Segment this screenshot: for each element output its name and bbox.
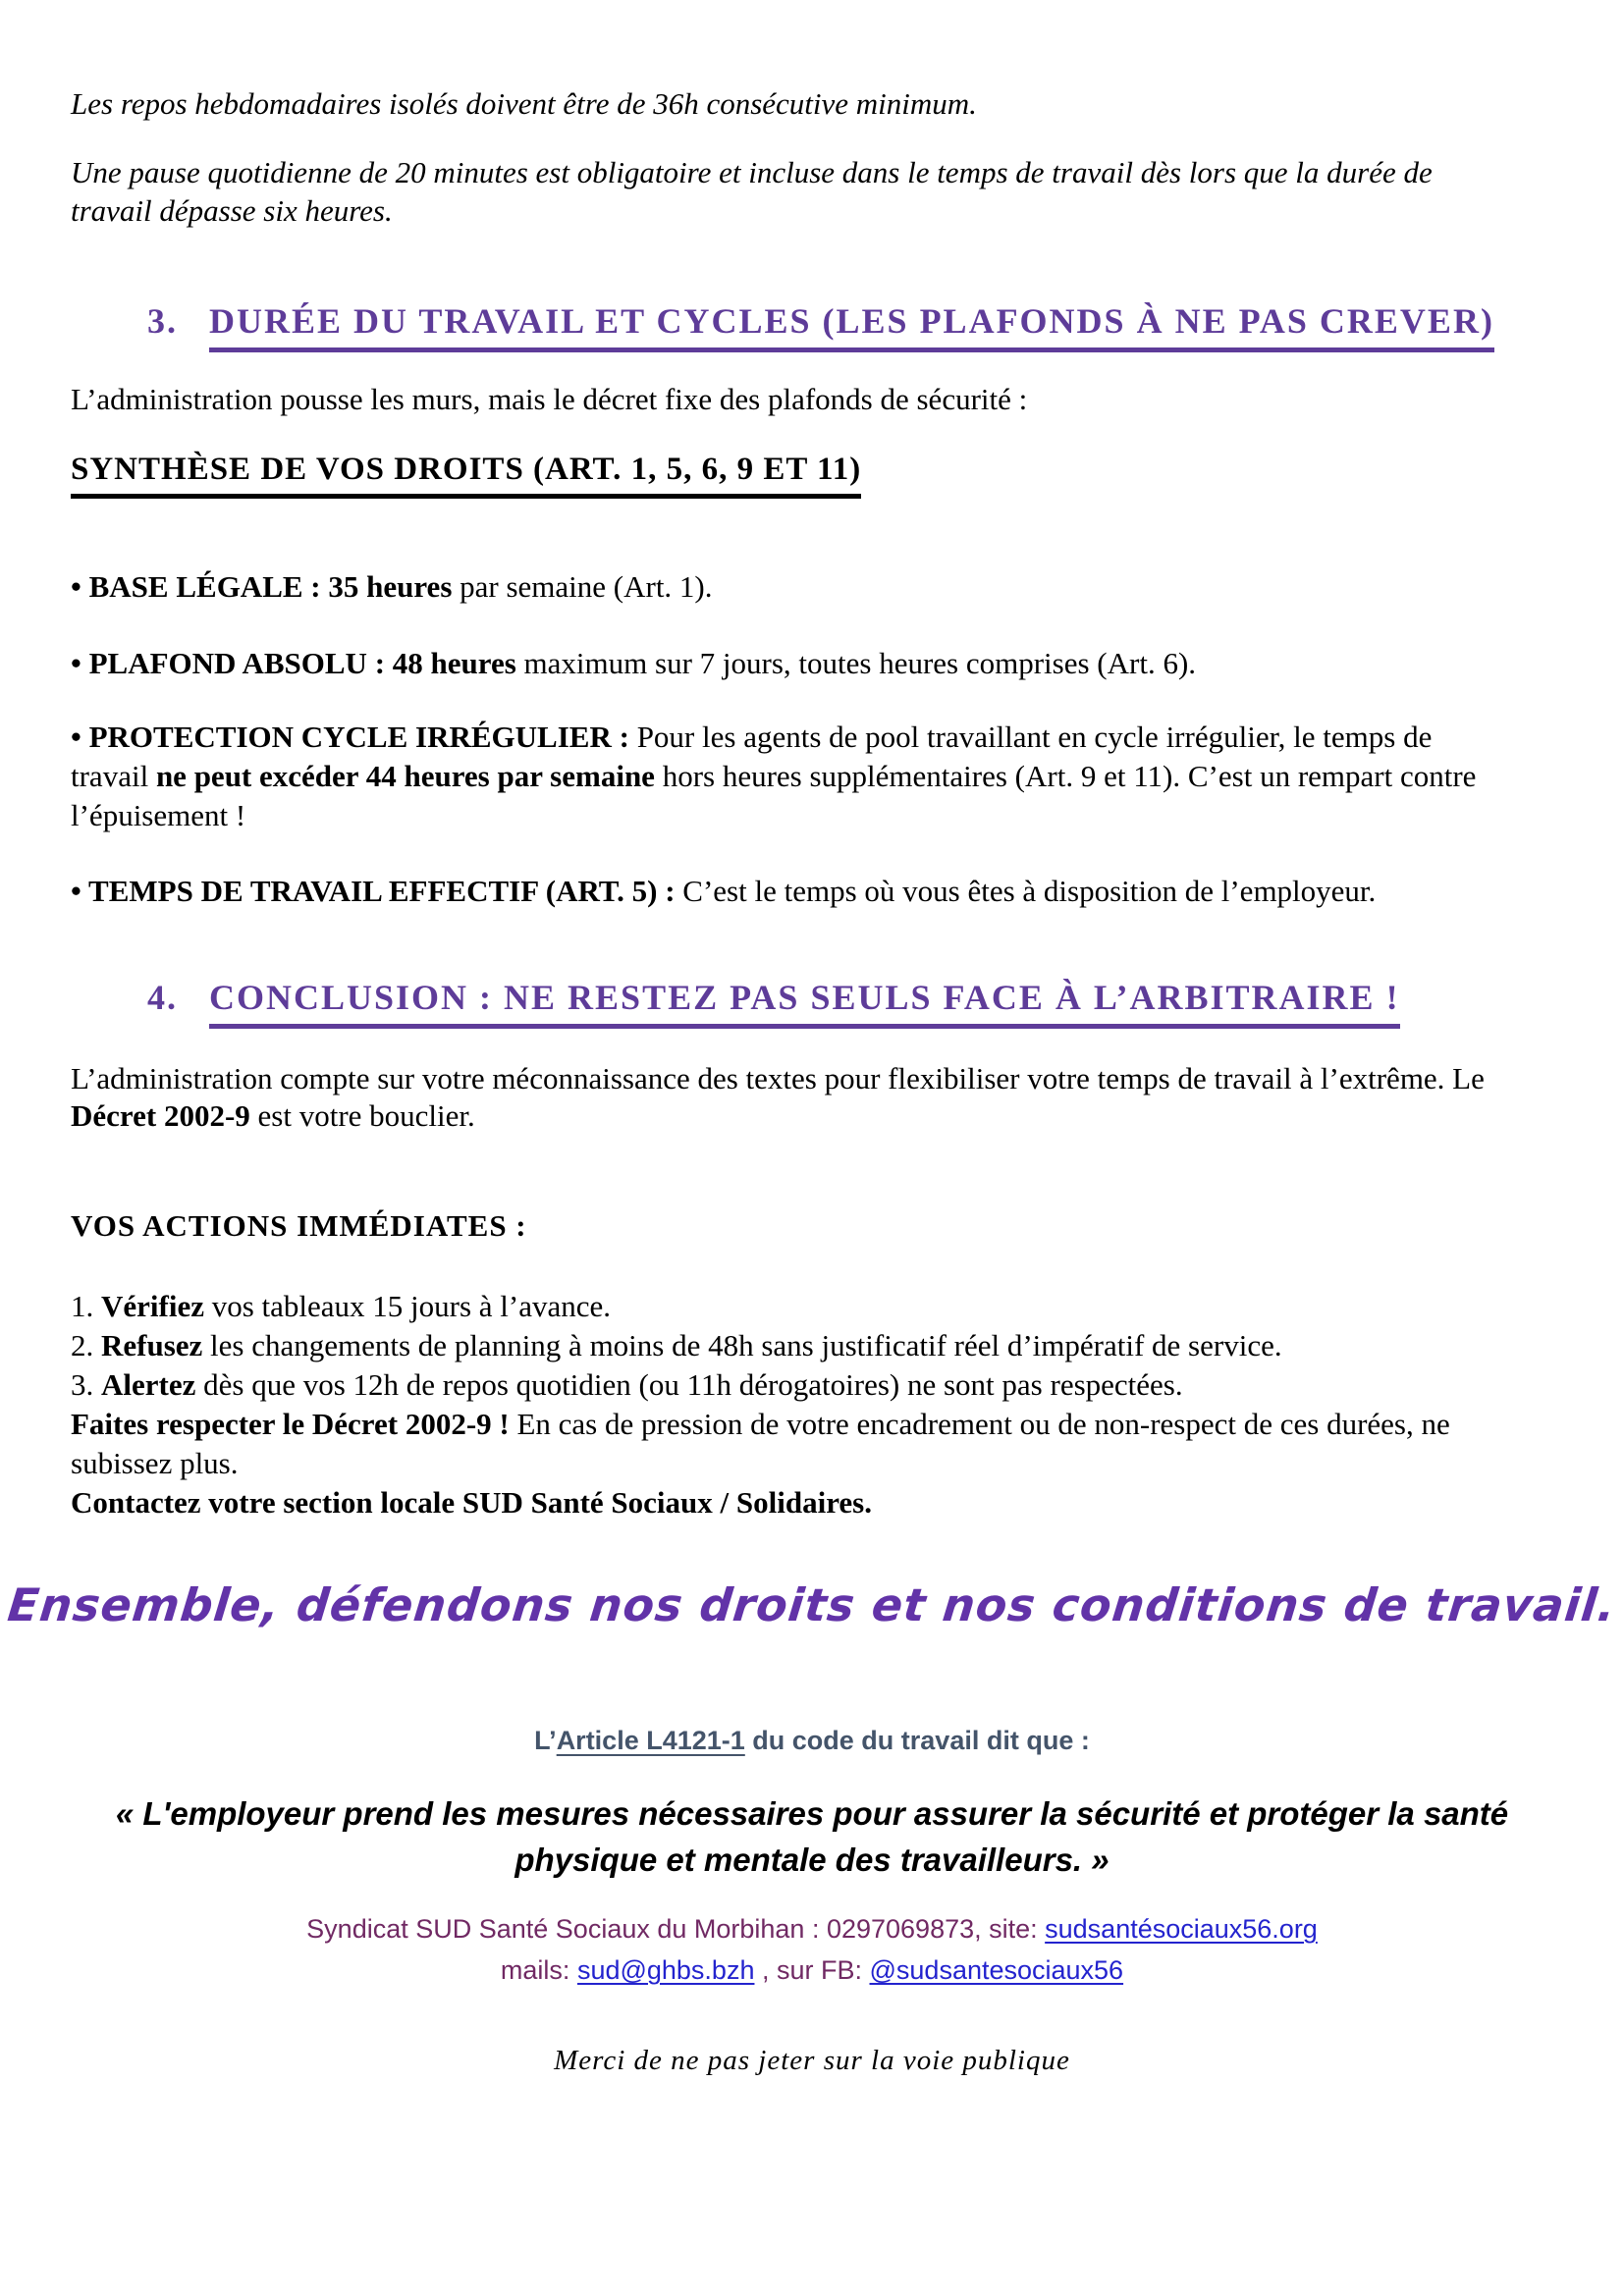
conclusion-text-1: L’administration compte sur votre méconnaissance des textes pour flexibiliser votre temps de travail à l’extrême. Le <box>71 1061 1485 1095</box>
intro-paragraph-2: Une pause quotidienne de 20 minutes est obligatoire et incluse dans le temps de travail dès lors que la durée de travail dépasse six heures. <box>71 155 1433 228</box>
action-bold: Faites respecter le Décret 2002-9 ! <box>71 1407 510 1441</box>
action-prefix: 2. <box>71 1328 101 1362</box>
action-text: les changements de planning à moins de 48h sans justificatif réel d’impératif de service. <box>202 1328 1282 1362</box>
conclusion-bold: Décret 2002-9 <box>71 1098 250 1133</box>
action-text: dès que vos 12h de repos quotidien (ou 11h dérogatoires) ne sont pas respectées. <box>195 1367 1183 1402</box>
footer-text-3: , sur FB: <box>754 1955 870 1985</box>
action-bold: Vérifiez <box>101 1289 204 1323</box>
action-item-4 <box>71 1405 1489 1483</box>
section-4-heading <box>147 977 1400 1018</box>
bullet-text-2: hors heures supplémentaires (Art. 9 et 11). C’est un rempart contre l’épuisement ! <box>71 759 1477 832</box>
actions-list <box>71 1287 1489 1522</box>
section-3-title: DURÉE DU TRAVAIL ET CYCLES (LES PLAFONDS À NE PAS CREVER) <box>209 301 1494 352</box>
action-text: En cas de pression de votre encadrement ou de non-respect de ces durées, ne subissez plus. <box>71 1407 1450 1480</box>
bullet-lead: • PROTECTION CYCLE IRRÉGULIER : <box>71 720 629 754</box>
actions-title: VOS ACTIONS IMMÉDIATES : <box>71 1208 527 1243</box>
article-link[interactable]: Article L4121-1 <box>556 1726 745 1755</box>
footer-mail-link[interactable]: sud@ghbs.bzh <box>576 1955 755 1985</box>
action-item-2 <box>71 1326 1489 1365</box>
action-bold: Alertez <box>101 1367 196 1402</box>
law-quote: « L'employeur prend les mesures nécessaires pour assurer la sécurité et protéger la santé physique et mentale des travailleurs. » <box>115 1795 1509 1878</box>
bullet-protection-cycle <box>71 718 1480 835</box>
footer-line-1 <box>0 1914 1624 1945</box>
conclusion-text-2: est votre bouclier. <box>249 1098 475 1133</box>
bullet-text: par semaine (Art. 1). <box>452 569 713 604</box>
bullet-bold-inline: ne peut excéder 44 heures par semaine <box>155 759 655 793</box>
footer-text-1: Syndicat SUD Santé Sociaux du Morbihan : 0297069873, site: <box>306 1914 1046 1944</box>
bullet-text: C’est le temps où vous êtes à disposition de l’employeur. <box>675 874 1377 908</box>
bullet-text: maximum sur 7 jours, toutes heures comprises (Art. 6). <box>515 646 1197 680</box>
synthese-heading-wrap <box>71 452 861 499</box>
article-rest: du code du travail dit que : <box>744 1726 1090 1755</box>
bullet-temps-effectif <box>71 872 1494 911</box>
action-prefix: 1. <box>71 1289 101 1323</box>
footer-line-2 <box>0 1955 1624 1986</box>
section-3-number: 3. <box>147 301 178 341</box>
section-4-number: 4. <box>147 978 178 1017</box>
action-bold: Contactez votre section locale SUD Santé Sociaux / Solidaires. <box>71 1485 872 1520</box>
footer-text-2: mails: <box>500 1955 577 1985</box>
section-3-intro: L’administration pousse les murs, mais le décret fixe des plafonds de sécurité : <box>71 382 1028 416</box>
section-4-title: CONCLUSION : NE RESTEZ PAS SEULS FACE À L’ARBITRAIRE ! <box>209 978 1400 1029</box>
bullet-lead: • PLAFOND ABSOLU : 48 heures <box>71 646 516 680</box>
footer-fb-link[interactable]: @sudsantesociaux56 <box>869 1955 1124 1985</box>
action-bold: Refusez <box>101 1328 203 1362</box>
intro-paragraph-1: Les repos hebdomadaires isolés doivent être de 36h consécutive minimum. <box>71 86 977 121</box>
bullet-base-legale <box>71 567 1494 607</box>
do-not-litter-note: Merci de ne pas jeter sur la voie publique <box>554 2045 1070 2076</box>
section-3-heading <box>147 300 1494 342</box>
action-item-3 <box>71 1365 1489 1405</box>
action-text: vos tableaux 15 jours à l’avance. <box>203 1289 612 1323</box>
article-prefix: L’ <box>534 1726 557 1755</box>
bullet-lead: • BASE LÉGALE : 35 heures <box>71 569 453 604</box>
article-reference-line <box>0 1726 1624 1756</box>
bullet-plafond-absolu <box>71 644 1494 683</box>
footer-site-link[interactable]: sudsantésociaux56.org <box>1045 1914 1318 1944</box>
bullet-lead: • TEMPS DE TRAVAIL EFFECTIF (ART. 5) : <box>71 874 676 908</box>
synthese-heading: SYNTHÈSE DE VOS DROITS (ART. 1, 5, 6, 9 ET 11) <box>71 452 861 499</box>
action-prefix: 3. <box>71 1367 101 1402</box>
bullet-text: Pour les agents de pool travaillant en cycle irrégulier, le temps de travail <box>71 720 1433 793</box>
conclusion-paragraph <box>71 1060 1494 1135</box>
action-item-1 <box>71 1287 1489 1326</box>
action-item-5 <box>71 1483 1489 1522</box>
slogan-banner: Ensemble, défendons nos droits et nos conditions de travail. <box>5 1578 1619 1631</box>
